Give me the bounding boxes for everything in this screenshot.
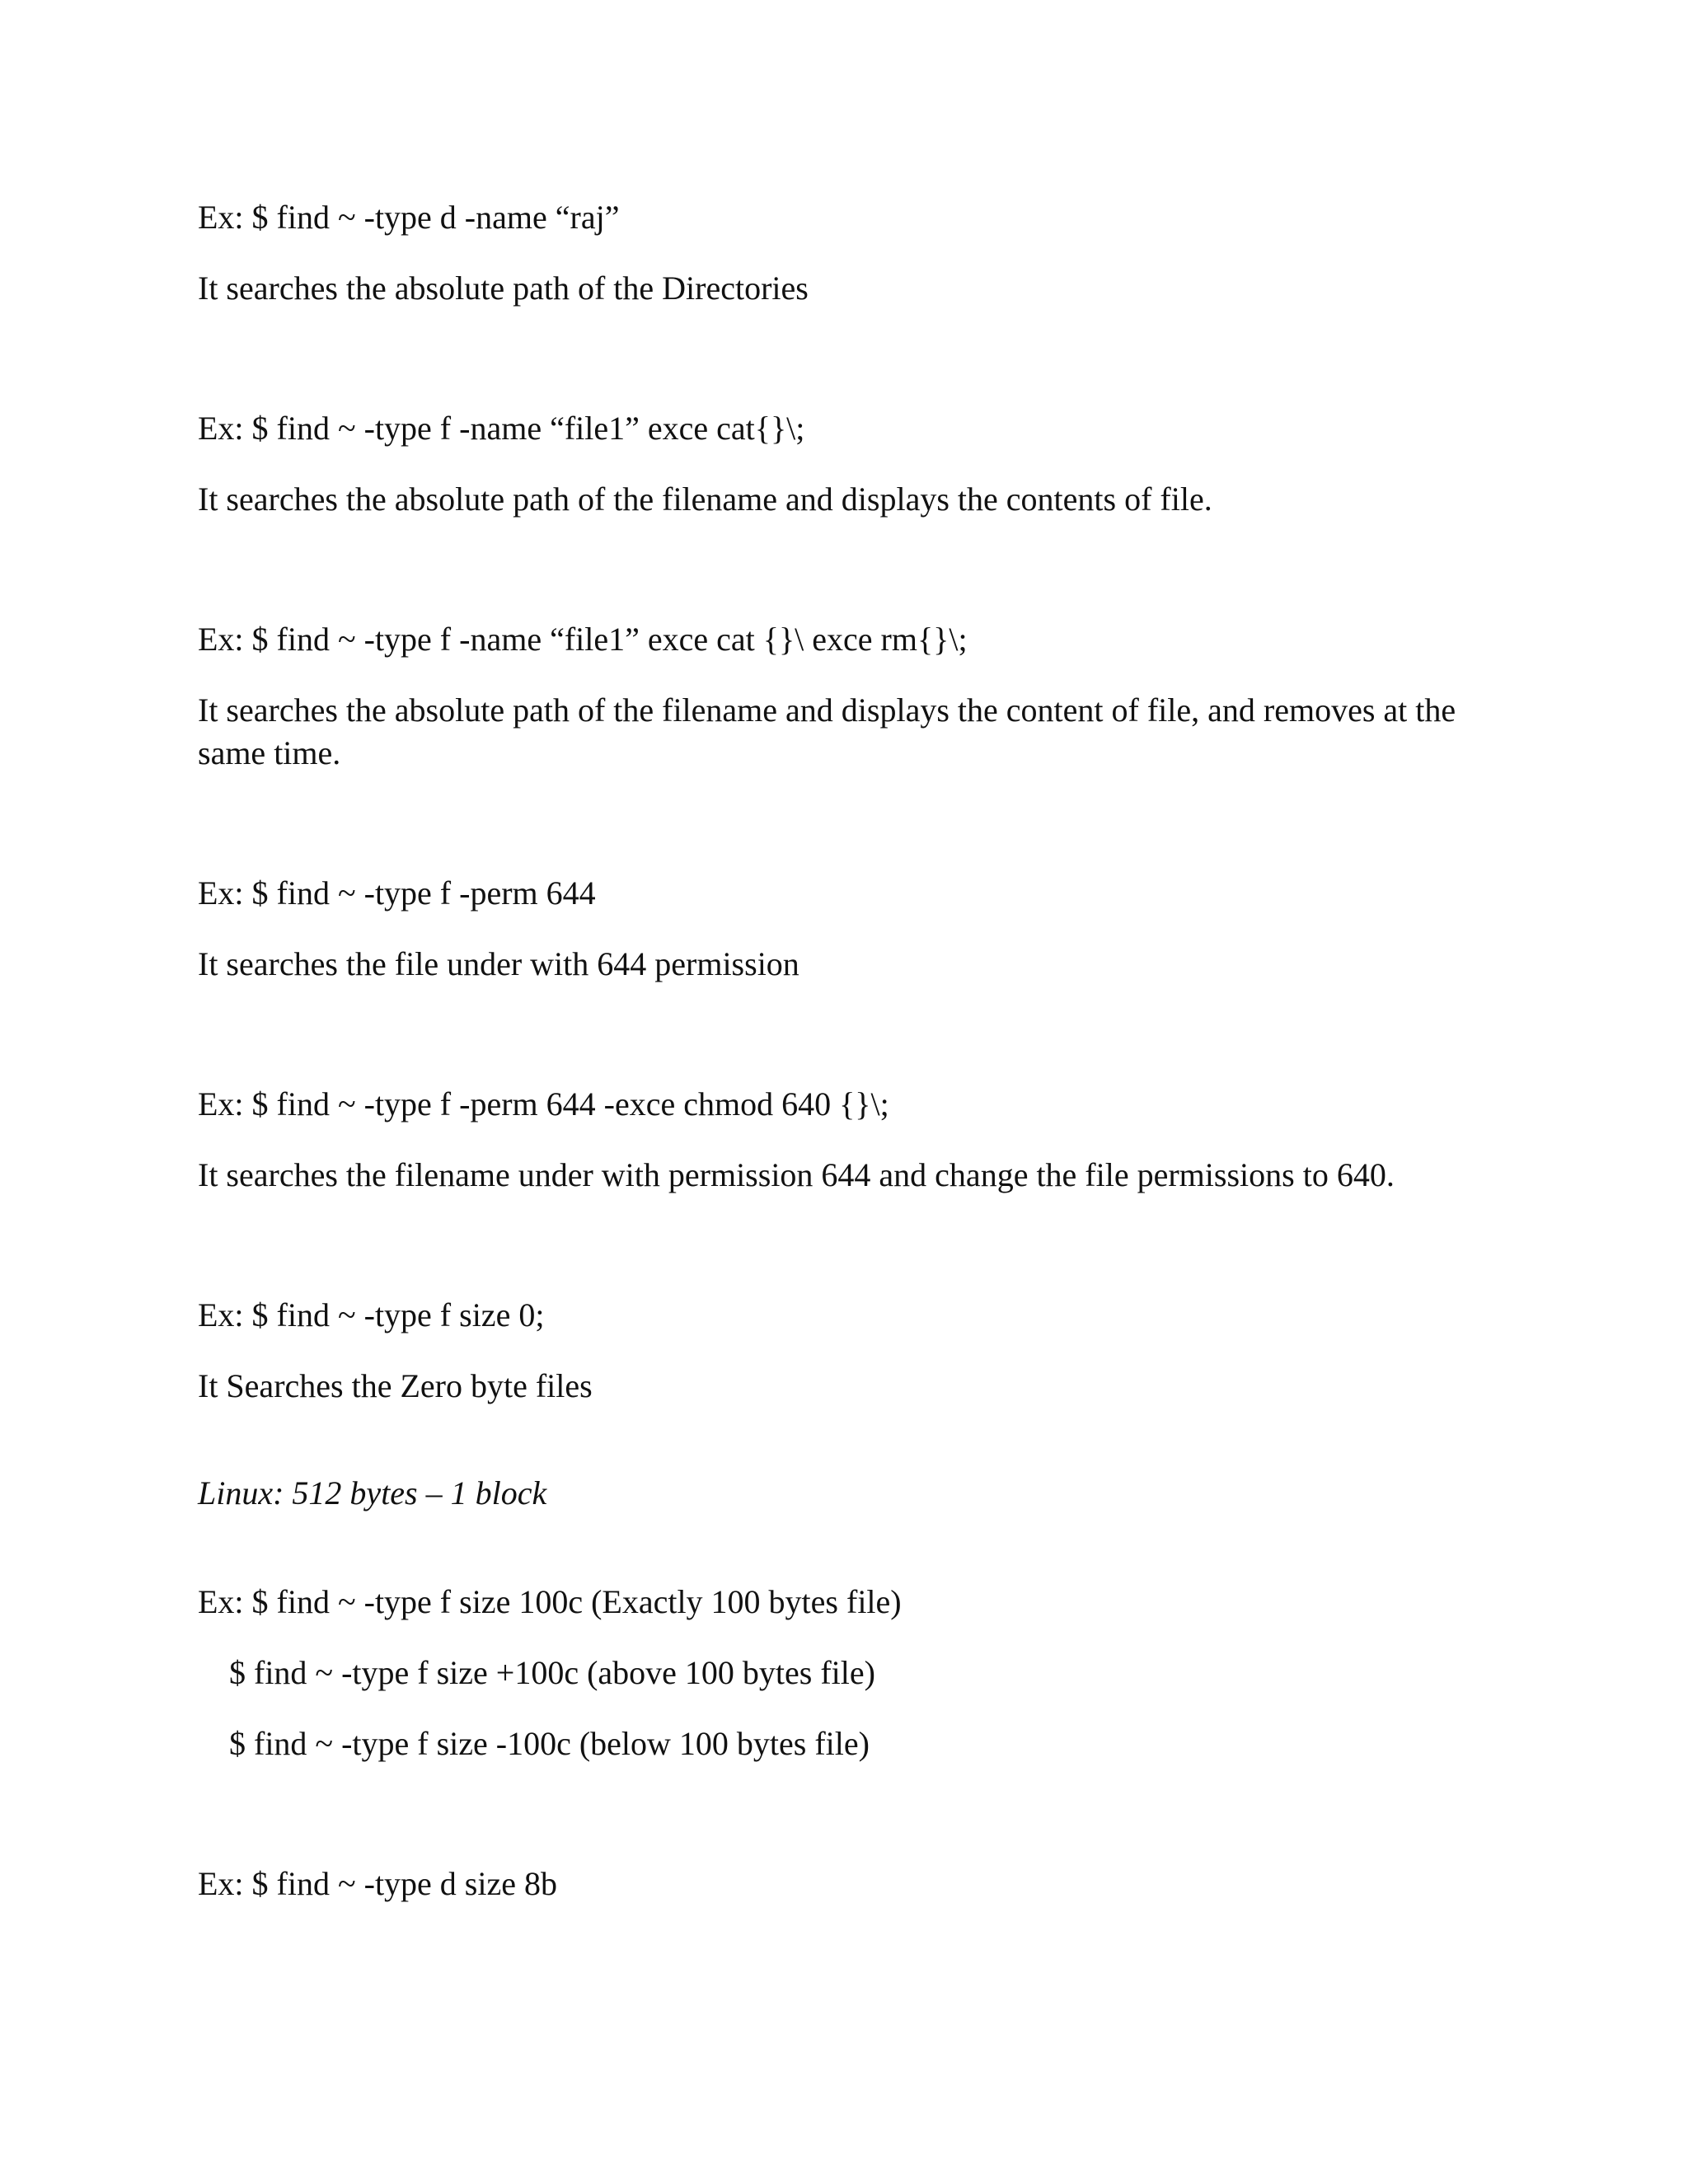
example-command-2: Ex: $ find ~ -type f -name “file1” exce cat{}\; [198,410,805,447]
example-description-3: It searches the absolute path of the filename and displays the content of file, and removes at the same time. [198,691,1465,771]
size-example-below: $ find ~ -type f size -100c (below 100 bytes file) [229,1725,870,1762]
example-command-5: Ex: $ find ~ -type f -perm 644 -exce chmod 640 {}\; [198,1085,889,1122]
linux-block-note: Linux: 512 bytes – 1 block [198,1474,547,1511]
example-description-4: It searches the file under with 644 permission [198,945,799,982]
example-command-6: Ex: $ find ~ -type f size 0; [198,1296,545,1333]
example-command-last: Ex: $ find ~ -type d size 8b [198,1865,557,1902]
example-command-1: Ex: $ find ~ -type d -name “raj” [198,199,620,236]
example-description-1: It searches the absolute path of the Directories [198,269,809,307]
size-example-above: $ find ~ -type f size +100c (above 100 bytes file) [229,1654,875,1691]
example-command-3: Ex: $ find ~ -type f -name “file1” exce cat {}\ exce rm{}\; [198,621,968,658]
example-description-6: It Searches the Zero byte files [198,1367,593,1404]
example-description-2: It searches the absolute path of the filename and displays the contents of file. [198,480,1212,518]
example-description-5: It searches the filename under with permission 644 and change the file permissions to 640. [198,1156,1395,1193]
size-example-exact: Ex: $ find ~ -type f size 100c (Exactly 100 bytes file) [198,1583,902,1620]
example-command-4: Ex: $ find ~ -type f -perm 644 [198,874,596,912]
